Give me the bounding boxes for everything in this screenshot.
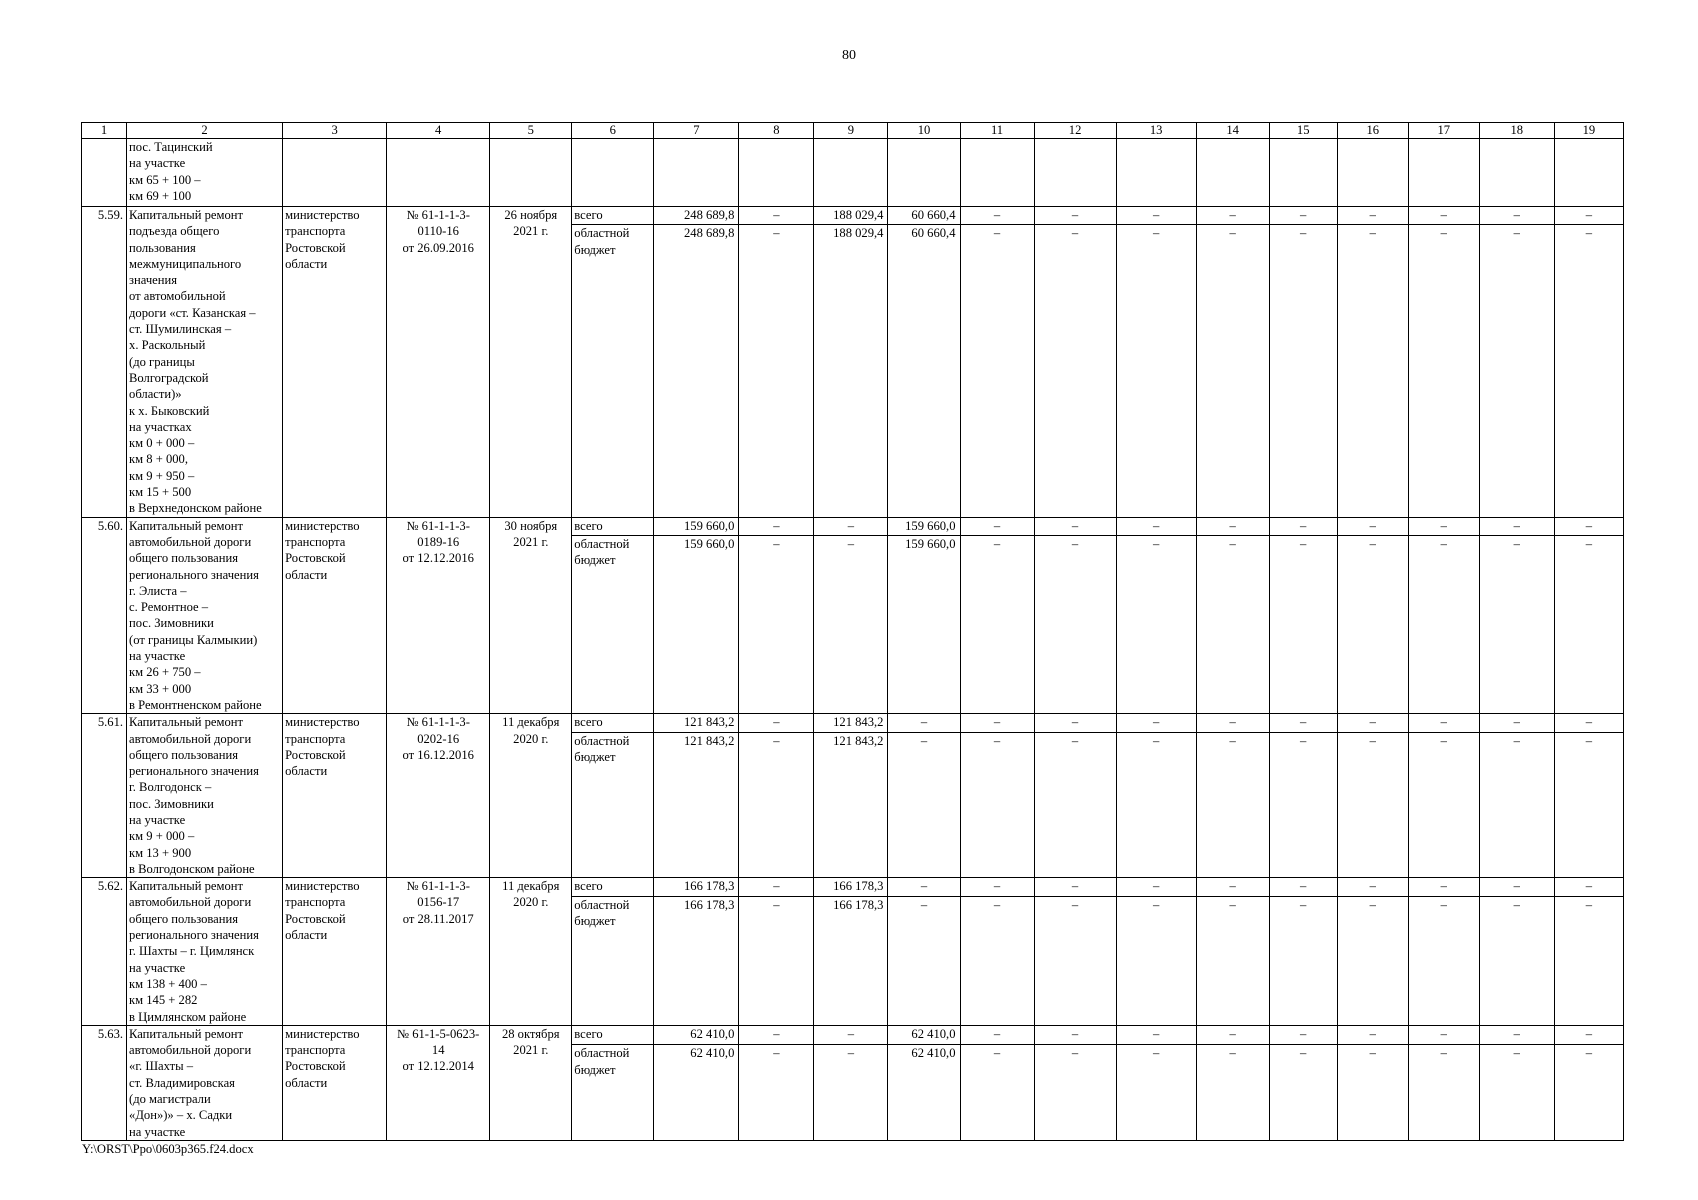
amount-col-16: – [1337, 714, 1408, 733]
amount-col-13: – [1116, 896, 1196, 1025]
amount-col-13: – [1116, 536, 1196, 714]
amount-col-16: – [1337, 1025, 1408, 1044]
column-number-header: 18 [1479, 123, 1554, 139]
amount-col-7: 159 660,0 [654, 536, 739, 714]
amount-col-11: – [960, 1025, 1034, 1044]
amount-col-12: – [1034, 1025, 1116, 1044]
amount-col-19: – [1554, 207, 1623, 225]
amount-col-10: 62 410,0 [888, 1045, 960, 1141]
amount-col-19: – [1554, 536, 1623, 714]
amount-col-8: – [739, 714, 814, 733]
amount-col-12: – [1034, 1045, 1116, 1141]
amount-col-10: 159 660,0 [888, 517, 960, 536]
column-number-header: 1 [82, 123, 127, 139]
amount-col-7: 166 178,3 [654, 896, 739, 1025]
amount-col-11: – [960, 517, 1034, 536]
amount-col-14: – [1196, 517, 1269, 536]
customer-cell: министерство транспорта Ростовской области [283, 207, 387, 518]
customer-cell: министерство транспорта Ростовской области [283, 878, 387, 1026]
empty-cell [888, 139, 960, 207]
amount-col-19: – [1554, 896, 1623, 1025]
amount-col-12: – [1034, 207, 1116, 225]
amount-col-13: – [1116, 1025, 1196, 1044]
amount-col-17: – [1408, 1025, 1479, 1044]
amount-col-8: – [739, 896, 814, 1025]
amount-col-14: – [1196, 536, 1269, 714]
amount-col-9: 166 178,3 [814, 896, 888, 1025]
amount-col-12: – [1034, 896, 1116, 1025]
funding-source-cell: всего [572, 1025, 654, 1044]
column-number-header: 11 [960, 123, 1034, 139]
amount-col-12: – [1034, 517, 1116, 536]
empty-cell [1337, 139, 1408, 207]
amount-col-11: – [960, 878, 1034, 897]
empty-cell [490, 139, 572, 207]
amount-col-17: – [1408, 207, 1479, 225]
amount-col-19: – [1554, 517, 1623, 536]
amount-col-11: – [960, 1045, 1034, 1141]
column-number-header: 5 [490, 123, 572, 139]
column-number-header: 15 [1269, 123, 1337, 139]
amount-col-12: – [1034, 732, 1116, 877]
financing-table [81, 122, 1624, 1141]
amount-col-12: – [1034, 878, 1116, 897]
amount-col-14: – [1196, 207, 1269, 225]
funding-source-cell: всего [572, 878, 654, 897]
amount-col-14: – [1196, 225, 1269, 517]
empty-cell [1408, 139, 1479, 207]
amount-col-18: – [1479, 714, 1554, 733]
deadline-cell: 30 ноября 2021 г. [490, 517, 572, 714]
entry-number: 5.59. [82, 207, 127, 518]
amount-col-19: – [1554, 878, 1623, 897]
amount-col-13: – [1116, 517, 1196, 536]
column-number-header: 10 [888, 123, 960, 139]
amount-col-12: – [1034, 225, 1116, 517]
column-number-header: 17 [1408, 123, 1479, 139]
column-number-header: 7 [654, 123, 739, 139]
amount-col-9: – [814, 1025, 888, 1044]
amount-col-16: – [1337, 896, 1408, 1025]
amount-col-11: – [960, 896, 1034, 1025]
object-name-cell: Капитальный ремонт автомобильной дороги общего пользования регионального значения г. Элиста – с. Ремонтное – пос. Зимовники (от границы Калмыкии) на участке км 26 + 750 – км 33 + 000 в Ремонтненском районе [127, 517, 283, 714]
amount-col-15: – [1269, 517, 1337, 536]
amount-col-8: – [739, 536, 814, 714]
empty-cell [654, 139, 739, 207]
amount-col-7: 62 410,0 [654, 1025, 739, 1044]
deadline-cell: 11 декабря 2020 г. [490, 714, 572, 878]
customer-cell: министерство транспорта Ростовской области [283, 1025, 387, 1140]
empty-cell [1034, 139, 1116, 207]
amount-col-9: 121 843,2 [814, 732, 888, 877]
amount-col-18: – [1479, 878, 1554, 897]
amount-col-18: – [1479, 536, 1554, 714]
amount-col-17: – [1408, 714, 1479, 733]
entry-total-row [82, 714, 1624, 733]
amount-col-9: 188 029,4 [814, 225, 888, 517]
amount-col-18: – [1479, 732, 1554, 877]
amount-col-9: – [814, 1045, 888, 1141]
carry-over-row [82, 139, 1624, 207]
amount-col-17: – [1408, 225, 1479, 517]
column-number-header: 9 [814, 123, 888, 139]
amount-col-17: – [1408, 732, 1479, 877]
column-number-header: 14 [1196, 123, 1269, 139]
funding-source-cell: областной бюджет [572, 732, 654, 877]
amount-col-16: – [1337, 207, 1408, 225]
amount-col-19: – [1554, 1045, 1623, 1141]
deadline-cell: 26 ноября 2021 г. [490, 207, 572, 518]
column-number-header: 6 [572, 123, 654, 139]
amount-col-8: – [739, 1025, 814, 1044]
amount-col-9: 121 843,2 [814, 714, 888, 733]
document-cell: № 61-1-1-3- 0110-16 от 26.09.2016 [387, 207, 490, 518]
amount-col-15: – [1269, 896, 1337, 1025]
amount-col-17: – [1408, 878, 1479, 897]
amount-col-16: – [1337, 536, 1408, 714]
amount-col-7: 62 410,0 [654, 1045, 739, 1141]
amount-col-14: – [1196, 732, 1269, 877]
amount-col-9: – [814, 536, 888, 714]
amount-col-11: – [960, 536, 1034, 714]
entry-number: 5.61. [82, 714, 127, 878]
column-number-header: 3 [283, 123, 387, 139]
empty-cell [1269, 139, 1337, 207]
amount-col-10: 62 410,0 [888, 1025, 960, 1044]
amount-col-8: – [739, 207, 814, 225]
amount-col-15: – [1269, 732, 1337, 877]
empty-cell [387, 139, 490, 207]
amount-col-14: – [1196, 714, 1269, 733]
deadline-cell: 11 декабря 2020 г. [490, 878, 572, 1026]
amount-col-18: – [1479, 1025, 1554, 1044]
amount-col-11: – [960, 732, 1034, 877]
object-name-cell: Капитальный ремонт подъезда общего пользования межмуниципального значения от автомобильной дороги «ст. Казанская – ст. Шумилинская – х. Раскольный (до границы Волгоградской области)» к х. Быковский на участках км 0 + 000 – км 8 + 000, км 9 + 950 – км 15 + 500 в Верхнедонском районе [127, 207, 283, 518]
object-name-cell: Капитальный ремонт автомобильной дороги общего пользования регионального значения г. Шахты – г. Цимлянск на участке км 138 + 400 – км 145 + 282 в Цимлянском районе [127, 878, 283, 1026]
document-cell: № 61-1-1-3- 0202-16 от 16.12.2016 [387, 714, 490, 878]
document-cell: № 61-1-1-3- 0189-16 от 12.12.2016 [387, 517, 490, 714]
column-number-header: 16 [1337, 123, 1408, 139]
customer-cell: министерство транспорта Ростовской области [283, 714, 387, 878]
empty-cell [283, 139, 387, 207]
customer-cell: министерство транспорта Ростовской области [283, 517, 387, 714]
empty-cell [1116, 139, 1196, 207]
entry-number: 5.63. [82, 1025, 127, 1140]
amount-col-10: – [888, 896, 960, 1025]
file-path-footer: Y:\ORST\Ppo\0603p365.f24.docx [82, 1142, 254, 1156]
amount-col-7: 159 660,0 [654, 517, 739, 536]
amount-col-15: – [1269, 878, 1337, 897]
column-number-header: 8 [739, 123, 814, 139]
column-number-header: 13 [1116, 123, 1196, 139]
amount-col-17: – [1408, 517, 1479, 536]
amount-col-17: – [1408, 1045, 1479, 1141]
amount-col-8: – [739, 517, 814, 536]
funding-source-cell: областной бюджет [572, 225, 654, 517]
amount-col-7: 121 843,2 [654, 714, 739, 733]
amount-col-15: – [1269, 207, 1337, 225]
amount-col-19: – [1554, 732, 1623, 877]
amount-col-7: 166 178,3 [654, 878, 739, 897]
entry-total-row [82, 1025, 1624, 1044]
amount-col-16: – [1337, 878, 1408, 897]
amount-col-15: – [1269, 1045, 1337, 1141]
empty-cell [960, 139, 1034, 207]
amount-col-8: – [739, 1045, 814, 1141]
amount-col-13: – [1116, 1045, 1196, 1141]
object-name-cell: Капитальный ремонт автомобильной дороги общего пользования регионального значения г. Волгодонск – пос. Зимовники на участке км 9 + 000 – км 13 + 900 в Волгодонском районе [127, 714, 283, 878]
amount-col-14: – [1196, 878, 1269, 897]
amount-col-15: – [1269, 225, 1337, 517]
document-cell: № 61-1-1-3- 0156-17 от 28.11.2017 [387, 878, 490, 1026]
object-name-cell: пос. Тацинский на участке км 65 + 100 – км 69 + 100 [127, 139, 283, 207]
amount-col-9: – [814, 517, 888, 536]
amount-col-13: – [1116, 207, 1196, 225]
empty-cell [739, 139, 814, 207]
amount-col-10: – [888, 878, 960, 897]
amount-col-19: – [1554, 714, 1623, 733]
amount-col-13: – [1116, 732, 1196, 877]
column-number-header: 19 [1554, 123, 1623, 139]
entry-number: 5.62. [82, 878, 127, 1026]
amount-col-12: – [1034, 536, 1116, 714]
page-number: 80 [842, 48, 856, 63]
funding-source-cell: областной бюджет [572, 896, 654, 1025]
amount-col-15: – [1269, 714, 1337, 733]
amount-col-17: – [1408, 896, 1479, 1025]
empty-cell [1554, 139, 1623, 207]
amount-col-14: – [1196, 1025, 1269, 1044]
amount-col-10: 159 660,0 [888, 536, 960, 714]
entry-total-row [82, 517, 1624, 536]
amount-col-9: 166 178,3 [814, 878, 888, 897]
funding-source-cell: всего [572, 207, 654, 225]
amount-col-13: – [1116, 714, 1196, 733]
amount-col-14: – [1196, 896, 1269, 1025]
amount-col-8: – [739, 225, 814, 517]
empty-cell [814, 139, 888, 207]
empty-cell [572, 139, 654, 207]
amount-col-18: – [1479, 517, 1554, 536]
amount-col-13: – [1116, 878, 1196, 897]
amount-col-18: – [1479, 225, 1554, 517]
amount-col-15: – [1269, 536, 1337, 714]
deadline-cell: 28 октября 2021 г. [490, 1025, 572, 1140]
amount-col-7: 121 843,2 [654, 732, 739, 877]
funding-source-cell: всего [572, 517, 654, 536]
amount-col-10: – [888, 714, 960, 733]
object-name-cell: Капитальный ремонт автомобильной дороги «г. Шахты – ст. Владимировская (до магистрали «Дон»)» – х. Садки на участке [127, 1025, 283, 1140]
amount-col-8: – [739, 732, 814, 877]
entry-total-row [82, 207, 1624, 225]
amount-col-16: – [1337, 1045, 1408, 1141]
header-row [82, 123, 1624, 139]
amount-col-7: 248 689,8 [654, 207, 739, 225]
document-cell: № 61-1-5-0623- 14 от 12.12.2014 [387, 1025, 490, 1140]
amount-col-17: – [1408, 536, 1479, 714]
amount-col-15: – [1269, 1025, 1337, 1044]
empty-cell [1196, 139, 1269, 207]
amount-col-19: – [1554, 225, 1623, 517]
amount-col-10: – [888, 732, 960, 877]
empty-cell [1479, 139, 1554, 207]
amount-col-13: – [1116, 225, 1196, 517]
amount-col-10: 60 660,4 [888, 225, 960, 517]
amount-col-9: 188 029,4 [814, 207, 888, 225]
amount-col-8: – [739, 878, 814, 897]
amount-col-7: 248 689,8 [654, 225, 739, 517]
amount-col-12: – [1034, 714, 1116, 733]
column-number-header: 12 [1034, 123, 1116, 139]
amount-col-19: – [1554, 1025, 1623, 1044]
amount-col-11: – [960, 714, 1034, 733]
empty-cell [82, 139, 127, 207]
entry-total-row [82, 878, 1624, 897]
amount-col-16: – [1337, 225, 1408, 517]
amount-col-16: – [1337, 732, 1408, 877]
amount-col-16: – [1337, 517, 1408, 536]
amount-col-18: – [1479, 207, 1554, 225]
amount-col-10: 60 660,4 [888, 207, 960, 225]
funding-source-cell: областной бюджет [572, 536, 654, 714]
amount-col-14: – [1196, 1045, 1269, 1141]
funding-source-cell: всего [572, 714, 654, 733]
entry-number: 5.60. [82, 517, 127, 714]
amount-col-11: – [960, 225, 1034, 517]
column-number-header: 4 [387, 123, 490, 139]
column-number-header: 2 [127, 123, 283, 139]
amount-col-11: – [960, 207, 1034, 225]
amount-col-18: – [1479, 1045, 1554, 1141]
amount-col-18: – [1479, 896, 1554, 1025]
funding-source-cell: областной бюджет [572, 1045, 654, 1141]
